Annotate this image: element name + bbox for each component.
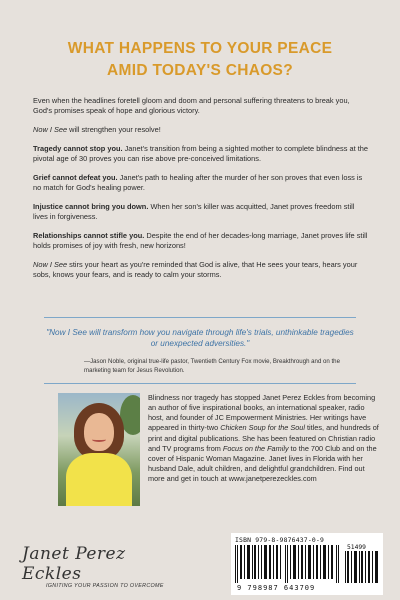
- author-logo: [22, 544, 182, 589]
- injustice-text: When her son's killer was acquitted, Janet proves freedom still lives in forgiveness.: [33, 201, 355, 221]
- photo-smile: [92, 437, 106, 442]
- barcode-addon-bars: [345, 551, 379, 583]
- author-photo: [58, 393, 140, 506]
- grief-lead: Grief cannot defeat you.: [33, 172, 118, 182]
- resolve-paragraph: [33, 125, 369, 135]
- closing-title: Now I See: [33, 259, 68, 269]
- headline-line-2: AMID TODAY'S CHAOS?: [107, 62, 293, 79]
- barcode-main-bars: [235, 545, 341, 583]
- bio-program-title: Focus on the Family: [222, 443, 289, 453]
- injustice-lead: Injustice cannot bring you down.: [33, 201, 149, 211]
- tragedy-lead: Tragedy cannot stop you.: [33, 143, 123, 153]
- tragedy-text: Janet's transition from being a sighted mother to complete blindness at the pivotal age of 30 proves you can rise above pre-conceived limitations.: [33, 143, 368, 163]
- resolve-text: will strengthen your resolve!: [67, 125, 161, 134]
- quote-top-divider: [44, 317, 356, 318]
- relationships-paragraph: [33, 231, 369, 251]
- endorsement-quote: [44, 317, 356, 384]
- bio-part-2: titles, and hundreds of print and digital publications. She has been featured on Christian radio and TV programs from: [148, 423, 379, 453]
- headline-line-1: WHAT HAPPENS TO YOUR PEACE: [67, 40, 333, 57]
- barcode-addon-number: 51499: [347, 544, 366, 551]
- closing-text: stirs your heart as you're reminded that God is alive, that He sees your tears, hears your sobs, knows your fears, and is ready to calm your storms.: [33, 259, 358, 279]
- quote-bottom-divider: [44, 383, 356, 384]
- grief-text: Janet's path to healing after the murder of her son proves that even loss is no match for God's healing power.: [33, 172, 363, 192]
- bio-part-1: Blindness nor tragedy has stopped Janet Perez Eckles from becoming an author of five inspirational books, an international speaker, radio host, and founder of JC Empowerment Ministries. Her writings have appeared in thirty-two: [148, 393, 376, 433]
- quote-attribution: —Jason Noble, original true-life pastor, Twentieth Century Fox movie, Breakthrough and on the marketing team for Jesus Revolution.: [84, 358, 340, 374]
- tragedy-paragraph: [33, 144, 369, 164]
- resolve-title: Now I See: [33, 125, 68, 134]
- headline: [20, 38, 380, 82]
- intro-paragraph: Even when the headlines foretell gloom and doom and personal suffering threatens to break you, God's promises speak of hope and glorious victory.: [33, 96, 350, 116]
- quote-text: "Now I See will transform how you navigate through life's trials, unthinkable tragedies or unexpected adversities.": [46, 328, 354, 349]
- bio-part-3: to the 700 Club and on the cover of Hispanic Woman Magazine. Janet lives in Florida with her husband Dale, adult children, and delightful grandchildren. Find out more and get in touch at www.janetperezeckles.com: [148, 443, 377, 484]
- ean-number: 9 798987 643709: [237, 584, 316, 592]
- photo-yellow-top: [66, 453, 132, 506]
- author-bio: [148, 393, 382, 484]
- logo-tagline: IGNITING YOUR PASSION TO OVERCOME: [46, 583, 164, 589]
- blurb-body: [33, 96, 369, 289]
- isbn-barcode: [231, 533, 383, 595]
- photo-face: [84, 413, 114, 451]
- relationships-text: Despite the end of her decades-long marriage, Janet proves life still holds promises of joy with fresh, new horizons!: [33, 230, 368, 250]
- injustice-paragraph: [33, 202, 369, 222]
- closing-paragraph: [33, 260, 369, 280]
- logo-name: Janet Perez Eckles: [22, 544, 126, 584]
- isbn-number: ISBN 979-8-9876437-0-9: [235, 536, 325, 544]
- relationships-lead: Relationships cannot stifle you.: [33, 230, 145, 240]
- bio-book-title: Chicken Soup for the Soul: [220, 423, 305, 433]
- grief-paragraph: [33, 173, 369, 193]
